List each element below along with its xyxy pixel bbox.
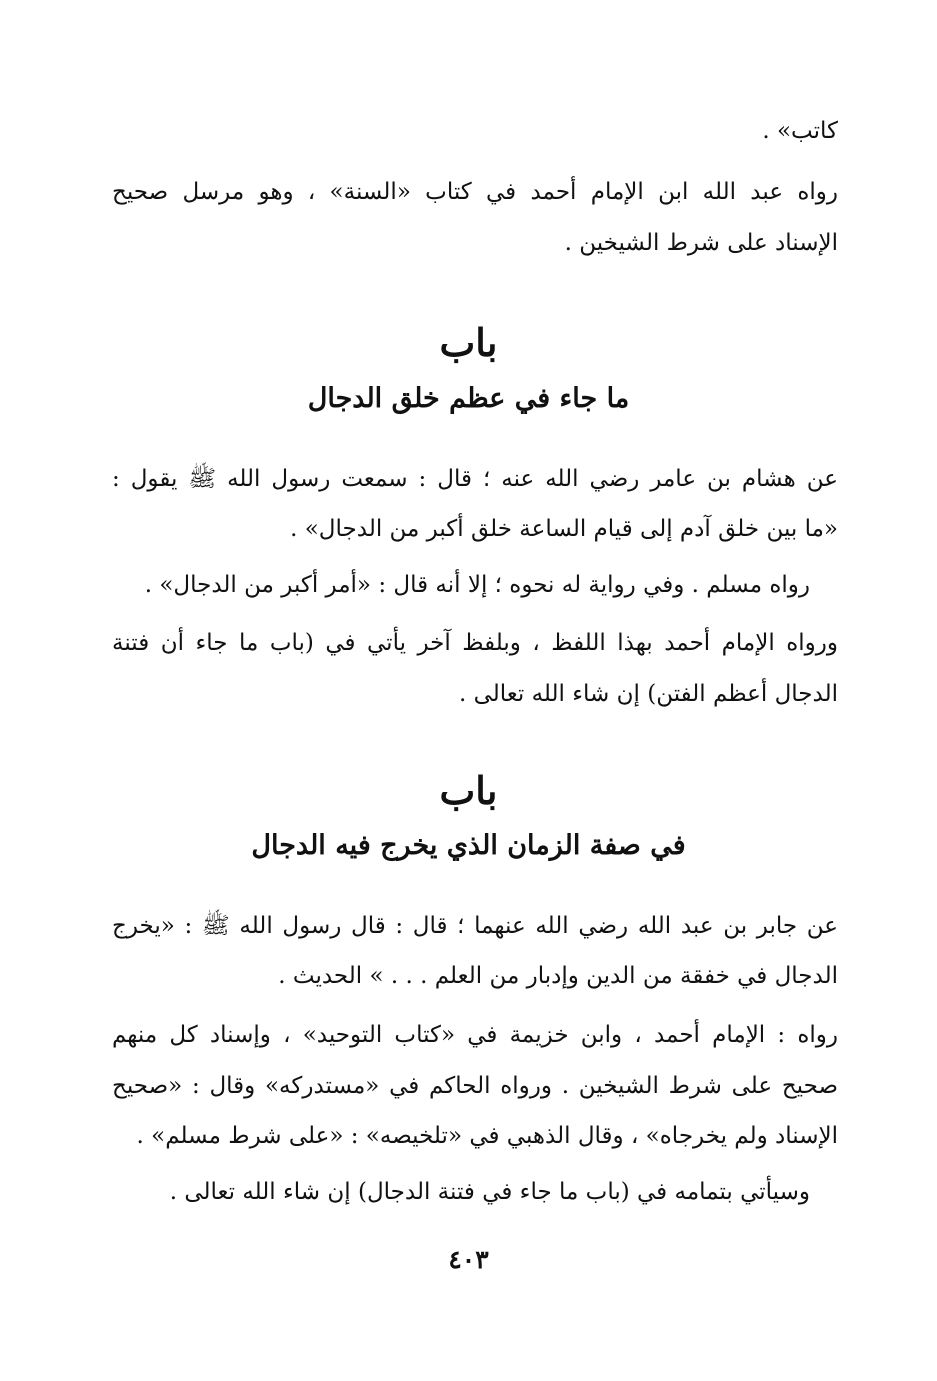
intro-line-3: الإسناد على شرط الشيخين . <box>564 230 838 256</box>
section-2-paragraph-1-line-1: عن جابر بن عبد الله رضي الله عنهما ؛ قال : قال رسول الله ﷺ : «يخرج <box>112 913 838 939</box>
intro-line-1: كاتب» . <box>762 118 838 144</box>
section-1-paragraph-1-line-1: عن هشام بن عامر رضي الله عنه ؛ قال : سمعت رسول الله ﷺ يقول : <box>112 466 838 492</box>
section-1-paragraph-3-line-1: ورواه الإمام أحمد بهذا اللفظ ، وبلفظ آخر يأتي في (باب ما جاء أن فتنة <box>112 630 838 656</box>
section-1-paragraph-2-line-1: رواه مسلم . وفي رواية له نحوه ؛ إلا أنه قال : «أمر أكبر من الدجال» . <box>144 572 810 598</box>
section-1-title: ما جاء في عظم خلق الدجال <box>307 383 630 414</box>
page-number: ٤٠٣ <box>448 1245 489 1274</box>
section-1-paragraph-1-line-2: «ما بين خلق آدم إلى قيام الساعة خلق أكبر من الدجال» . <box>290 516 838 542</box>
section-2-title: في صفة الزمان الذي يخرج فيه الدجال <box>251 830 686 861</box>
section-1-bab-heading: باب <box>439 320 498 365</box>
section-2-paragraph-2-line-2: صحيح على شرط الشيخين . ورواه الحاكم في «مستدركه» وقال : «صحيح <box>112 1073 838 1099</box>
section-2-bab-heading: باب <box>439 768 498 813</box>
section-2-paragraph-2-line-1: رواه : الإمام أحمد ، وابن خزيمة في «كتاب التوحيد» ، وإسناد كل منهم <box>112 1022 838 1048</box>
section-1-paragraph-3-line-2: الدجال أعظم الفتن) إن شاء الله تعالى . <box>458 681 838 707</box>
section-2-paragraph-1-line-2: الدجال في خفقة من الدين وإدبار من العلم . . . » الحديث . <box>278 963 838 989</box>
section-2-paragraph-3-line-1: وسيأتي بتمامه في (باب ما جاء في فتنة الدجال) إن شاء الله تعالى . <box>169 1179 810 1205</box>
intro-line-2: رواه عبد الله ابن الإمام أحمد في كتاب «السنة» ، وهو مرسل صحيح <box>112 179 838 205</box>
section-2-paragraph-2-line-3: الإسناد ولم يخرجاه» ، وقال الذهبي في «تلخيصه» : «على شرط مسلم» . <box>136 1123 838 1149</box>
